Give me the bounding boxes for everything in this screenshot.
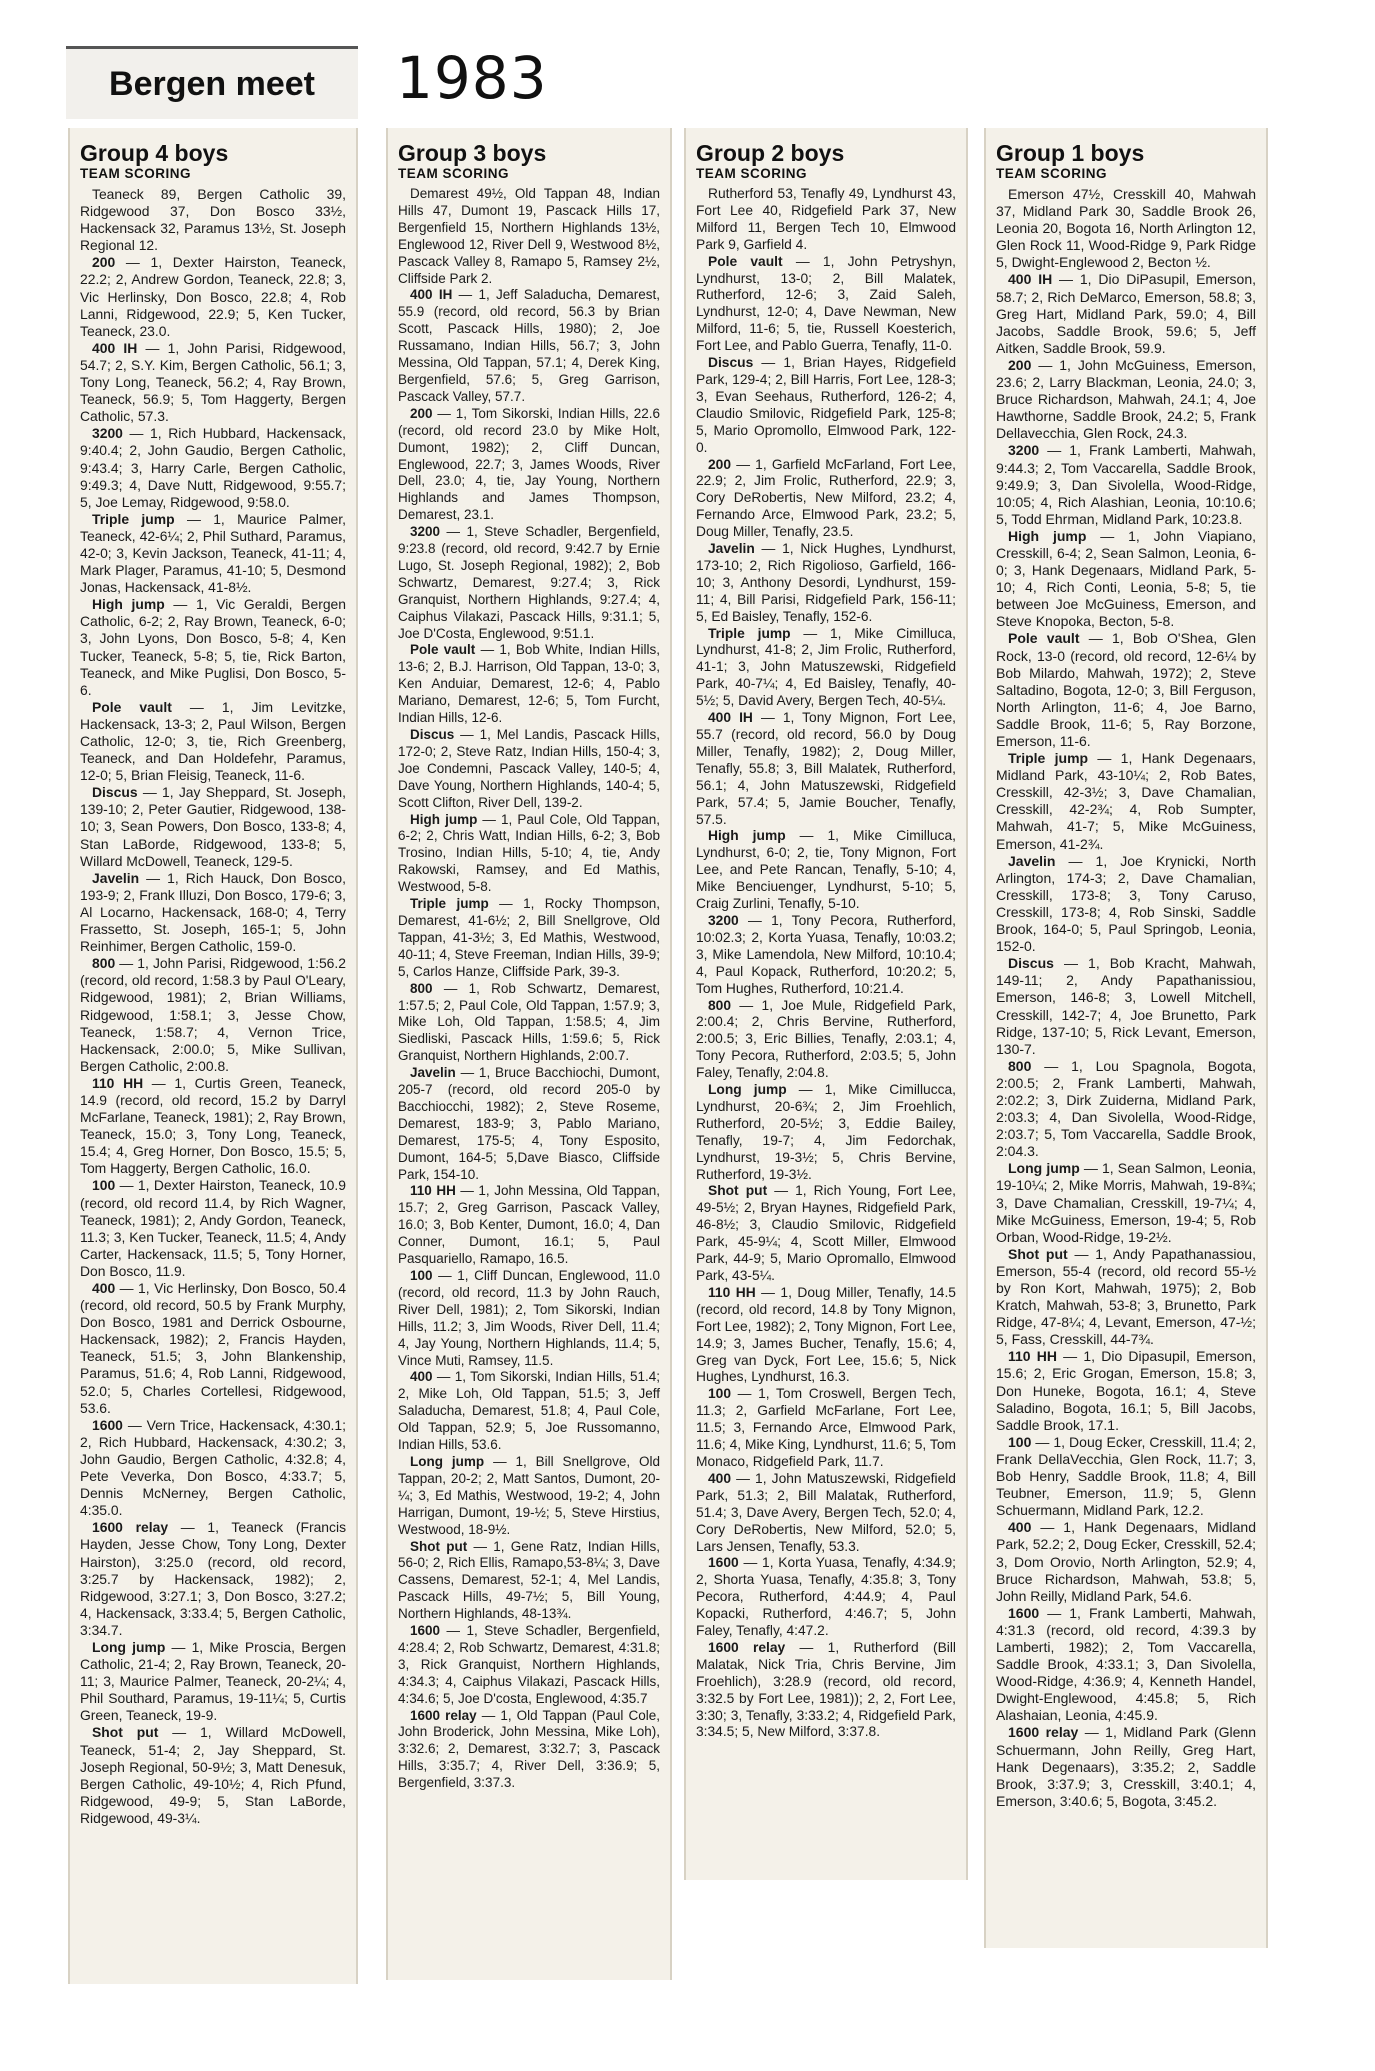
event-name: 800 (410, 980, 433, 996)
event-results: — 1, Bob O'Shea, Glen Rock, 13-0 (record, old record, 12-6¼ by Bob Milardo, Mahwah, 1972); 2, Steve Saltadino, Bogota, 12-0; 3, Bill Ferguson, North Arlington, 11-6; 4, Joe Barno, Saddle Brook, 11-6; 5, Ray Borzone, Emerson, 11-6. (996, 630, 1256, 749)
event-results: — 1, Midland Park (Glenn Schuermann, John Reilly, Greg Hart, Hank Degenaars), 3:35.2; 2, Saddle Brook, 3:37.9; 3, Cresskill, 3:40.1; 4, Emerson, 3:40.6; 5, Bogota, 3:45.2. (996, 1724, 1256, 1809)
event-name: Triple jump (1008, 750, 1089, 767)
event-results: — 1, Dio Dipasupil, Emerson, 15.6; 2, Eric Grogan, Emerson, 15.8; 3, Don Huneke, Bogota, 16.1; 4, Steve Saladino, Bogota, 16.1; 5, Bill Jacobs, Saddle Brook, 17.1. (996, 1348, 1256, 1433)
result-paragraph (398, 287, 660, 405)
column-group-4 (68, 128, 358, 1984)
event-results: — 1, Nick Hughes, Lyndhurst, 173-10; 2, Rich Rigolioso, Garfield, 166-10; 3, Anthony Desordi, Lyndhurst, 159-11; 4, Bill Parisi, Ridgefield Park, 156-11; 5, Ed Baisley, Tenafly, 152-6. (696, 541, 956, 624)
event-results: — 1, Maurice Palmer, Teaneck, 42-6¼; 2, Phil Suthard, Paramus, 42-0; 3, Kevin Jackson, Teaneck, 41-11; 4, Mark Plager, Paramus, 41-10; 5, Desmond Jonas, Hackensack, 41-8½. (80, 510, 346, 596)
event-name: 110 HH (410, 1183, 456, 1199)
result-paragraph (80, 955, 346, 1075)
result-paragraph (696, 710, 956, 828)
event-results: — Vern Trice, Hackensack, 4:30.1; 2, Rich Hubbard, Hackensack, 4:30.2; 3, John Gaudio, Bergen Catholic, 4:32.8; 4, Pete Veverka, Don Bosco, 4:33.7; 5, Dennis McNerney, Bergen Catholic, 4:35.0. (80, 1416, 346, 1519)
event-results: Demarest 49½, Old Tappan 48, Indian Hills 47, Dumont 19, Pascack Hills 17, Bergenfield 15, Northern Highlands 13½, Englewood 12, River Dell 9, Westwood 8½, Pascack Valley 8, Ramapo 5, Ramsey 2½, Cliffside Park 2. (398, 186, 660, 286)
event-results: — 1, Vic Herlinsky, Don Bosco, 50.4 (record, old record, 50.5 by Frank Murphy, Don Bosco, 1981 and Derrick Osbourne, Hackensack, 1982); 2, Francis Hayden, Teaneck, 51.5; 3, John Blankenship, Paramus, 51.6; 4, Rob Lanni, Ridgewood, 52.0; 5, Charles Cortellesi, Ridgewood, 53.6. (80, 1280, 346, 1416)
event-results: — 1, Doug Ecker, Cresskill, 11.4; 2, Frank DellaVecchia, Glen Rock, 11.7; 3, Bob Henry, Saddle Brook, 11.8; 4, Bill Teubner, Emerson, 11.9; 5, Glenn Schuermann, Midland Park, 12.2. (996, 1433, 1256, 1519)
event-name: 3200 (410, 524, 441, 540)
event-results: — 1, Doug Miller, Tenafly, 14.5 (record, old record, 14.8 by Tony Mignon, Fort Lee, 1982); 2, Tony Mignon, Fort Lee, 14.9; 3, James Bucher, Tenafly, 15.6; 4, Greg van Dyck, Fort Lee, 15.6; 5, Nick Hughes, Lyndhurst, 16.3. (696, 1284, 956, 1385)
event-name: Javelin (92, 869, 140, 886)
event-results: — 1, Andy Papathanassiou, Emerson, 55-4 (record, old record 55-½ by Ron Kort, Mahwah, 1975); 2, Bob Kratch, Mahwah, 53-8; 3, Brunetto, Park Ridge, 47-8¼; 4, Levant, Emerson, 47-½; 5, Fass, Cresskill, 44-7¾. (996, 1245, 1256, 1348)
result-paragraph (996, 1348, 1256, 1433)
result-paragraph (398, 1708, 660, 1793)
result-paragraph (696, 828, 956, 913)
result-paragraph (80, 870, 346, 955)
event-results: — 1, Joe Mule, Ridgefield Park, 2:00.4; 2, Chris Bervine, Rutherford, 2:00.5; 3, Eric Billies, Tenafly, 2:03.1; 4, Tony Pecora, Rutherford, 2:03.5; 5, John Faley, Tenafly, 2:04.8. (696, 997, 956, 1081)
event-name: 110 HH (708, 1284, 756, 1300)
event-results: — 1, Curtis Green, Teaneck, 14.9 (record, old record, 15.2 by Darryl McFarlane, Teaneck, 1981); 2, Ray Brown, Teaneck, 15.0; 3, Tony Long, Teaneck, 15.4; 4, Greg Horner, Don Bosco, 15.5; 5, Tom Haggerty, Bergen Catholic, 16.0. (80, 1074, 346, 1177)
event-name: 200 (708, 456, 732, 472)
event-name: Shot put (1008, 1245, 1068, 1262)
event-name: High jump (92, 596, 165, 613)
result-paragraph (696, 186, 956, 254)
event-name: Long jump (92, 1638, 166, 1655)
event-name: 200 (92, 254, 116, 271)
results-body (696, 186, 956, 1741)
result-paragraph (398, 406, 660, 524)
event-results: — 1, Rob Schwartz, Demarest, 1:57.5; 2, Paul Cole, Old Tappan, 1:57.9; 3, Mike Loh, Old Tappan, 1:58.5; 4, Jim Siedliski, Pascack Hills, 1:59.6; 5, Rick Granquist, Northern Highlands, 2:00.7. (398, 980, 660, 1064)
result-paragraph (696, 541, 956, 626)
event-name: Shot put (92, 1724, 159, 1741)
event-name: 400 (708, 1470, 732, 1486)
event-name: 1600 (708, 1555, 739, 1571)
column-subheading: TEAM SCORING (996, 166, 1108, 181)
event-name: 400 (1008, 1519, 1032, 1536)
event-results: — 1, Hank Degenaars, Midland Park, 52.2; 2, Doug Ecker, Cresskill, 52.4; 3, Dom Orovio, North Arlington, 52.9; 4, Bruce Richardson, Mahwah, 53.8; 5, John Reilly, Midland Park, 54.6. (996, 1519, 1256, 1604)
event-results: — 1, John Parisi, Ridgewood, 1:56.2 (record, old record, 1:58.3 by Paul O'Leary, Ridgewood, 1981); 2, Brian Williams, Ridgewood, 1:58.1; 3, Jesse Chow, Teaneck, 1:58.7; 4, Vernon Trice, Hackensack, 2:00.0; 5, Mike Sullivan, Bergen Catholic, 2:00.8. (80, 955, 346, 1074)
event-name: 400 IH (1008, 271, 1053, 288)
result-paragraph (996, 528, 1256, 631)
result-paragraph (696, 1386, 956, 1471)
event-name: Triple jump (410, 896, 489, 912)
event-name: 800 (1008, 1057, 1032, 1074)
result-paragraph (996, 1160, 1256, 1245)
event-results: — 1, John Messina, Old Tappan, 15.7; 2, Greg Garrison, Pascack Valley, 16.0; 3, Bob Kenter, Dumont, 16.0; 4, Dan Conner, Dumont, 16.1; 5, Paul Pasquariello, Ramapo, 16.5. (398, 1183, 660, 1267)
event-name: 800 (708, 997, 732, 1013)
event-name: 110 HH (92, 1074, 144, 1091)
result-paragraph (398, 1369, 660, 1454)
event-results: — 1, Hank Degenaars, Midland Park, 43-10¼; 2, Rob Bates, Cresskill, 42-3½; 3, Dave Chamalian, Cresskill, 42-2¾; 4, Rob Sumpter, Mahwah, 41-7; 5, Mike McGuiness, Emerson, 41-2¾. (996, 750, 1257, 852)
result-paragraph (398, 1065, 660, 1183)
column-subheading: TEAM SCORING (696, 166, 808, 181)
result-paragraph (398, 1268, 660, 1369)
result-paragraph (996, 442, 1256, 527)
result-paragraph (80, 425, 346, 510)
result-paragraph (398, 727, 660, 812)
result-paragraph (80, 254, 346, 339)
event-results: — 1, Tom Sikorski, Indian Hills, 22.6 (record, old record 23.0 by Mike Holt, Dumont, 1982); 2, Cliff Duncan, Englewood, 22.7; 3, James Woods, River Dell, 23.0; 4, tie, Jay Young, Northern Highlands and James Thompson, Demarest, 23.1. (398, 405, 660, 523)
event-name: High jump (708, 828, 786, 844)
event-results: — 1, Tony Pecora, Rutherford, 10:02.3; 2, Korta Yuasa, Tenafly, 10:03.2; 3, Mike Lamendola, New Milford, 10:10.4; 4, Paul Kopack, Rutherford, 10:20.2; 5, Tom Hughes, Rutherford, 10:21.4. (696, 912, 956, 996)
event-results: — 1, Paul Cole, Old Tappan, 6-2; 2, Chris Watt, Indian Hills, 6-2; 3, Bob Trosino, Indian Hills, 5-10; 4, tie, Andy Rakowski, Ramsey, and Ed Mathis, Westwood, 5-8. (398, 811, 660, 895)
event-name: 1600 (92, 1416, 123, 1433)
event-results: — 1, Bill Snellgrove, Old Tappan, 20-2; 2, Matt Santos, Dumont, 20-¼; 3, Ed Mathis, Westwood, 19-2; 4, John Harrigan, Dumont, 19-½; 5, Steve Hirstius, Westwood, 18-9½. (398, 1453, 661, 1537)
result-paragraph (696, 1183, 956, 1284)
result-paragraph (80, 1177, 346, 1280)
event-name: Discus (708, 355, 754, 371)
event-name: Shot put (410, 1538, 468, 1554)
column-heading: Group 1 boys (996, 140, 1145, 166)
event-name: High jump (1008, 527, 1087, 544)
result-paragraph (996, 1519, 1256, 1604)
result-paragraph (996, 1058, 1256, 1161)
result-paragraph (996, 853, 1256, 956)
result-paragraph (80, 1417, 346, 1520)
result-paragraph (80, 1280, 346, 1417)
result-paragraph (80, 511, 346, 596)
result-paragraph (80, 596, 346, 699)
result-paragraph (996, 186, 1256, 271)
event-name: 100 (708, 1386, 732, 1402)
result-paragraph (398, 186, 660, 287)
event-name: Javelin (1008, 852, 1056, 869)
event-results: — 1, John McGuiness, Emerson, 23.6; 2, Larry Blackman, Leonia, 24.0; 3, Bruce Richardson, Mahwah, 24.1; 4, Joe Hawthorne, Saddle Brook, 24.2; 5, Frank Dellavecchia, Glen Rock, 24.3. (996, 356, 1256, 442)
column-heading: Group 3 boys (398, 140, 547, 166)
event-results: — 1, Tom Croswell, Bergen Tech, 11.3; 2, Garfield McFarlane, Fort Lee, 11.5; 3, Fernando Arce, Elmwood Park, 11.6; 4, Mike King, Lyndhurst, 11.6; 5, Tom Monaco, Ridgefield Park, 11.7. (696, 1386, 956, 1469)
event-results: — 1, Vic Geraldi, Bergen Catholic, 6-2; 2, Ray Brown, Teaneck, 6-0; 3, John Lyons, Don Bosco, 5-8; 4, Ken Tucker, Teaneck, 5-8; 5, tie, Rick Barton, Teaneck, and Mike Puglisi, Don Bosco, 5-6. (80, 596, 347, 698)
result-paragraph (80, 1075, 346, 1178)
event-results: — 1, Joe Krynicki, North Arlington, 174-3; 2, Dave Chamalian, Cresskill, 173-8; 3, Tony Caruso, Cresskill, 173-8; 4, Rob Sinski, Saddle Brook, 164-0; 5, Paul Springob, Leonia, 152-0. (996, 852, 1256, 955)
results-body (398, 186, 660, 1792)
event-results: — 1, Jim Levitzke, Hackensack, 13-3; 2, Paul Wilson, Bergen Catholic, 12-0; 3, tie, Rich Greenberg, Teaneck, and Dan Holdefehr, Paramus, 12-0; 5, Brian Fleisig, Teaneck, 11-6. (80, 698, 346, 784)
event-name: Pole vault (1008, 630, 1080, 647)
column-subheading: TEAM SCORING (398, 166, 510, 181)
event-name: 100 (1008, 1433, 1032, 1450)
event-results: — 1, Jay Sheppard, St. Joseph, 139-10; 2, Peter Gautier, Ridgewood, 138-10; 3, Sean Powers, Don Bosco, 133-8; 4, Stan LaBorde, Ridgewood, 133-8; 5, Willard McDowell, Teaneck, 129-5. (80, 784, 346, 869)
event-name: 200 (410, 405, 433, 421)
event-name: 110 HH (1008, 1348, 1057, 1365)
event-results: — 1, Steve Schadler, Bergenfield, 4:28.4; 2, Rob Schwartz, Demarest, 4:31.8; 3, Rick Granquist, Northern Highlands, 4:34.3; 4, Caiphus Vilakazi, Pascack Hills, 4:34.6; 5, Joe D'costa, Englewood, 4:35.7 (398, 1623, 660, 1706)
event-results: Rutherford 53, Tenafly 49, Lyndhurst 43, Fort Lee 40, Ridgefield Park 37, New Milford 11, Bergen Tech 10, Elmwood Park 9, Garfield 4. (696, 186, 956, 252)
event-results: — 1, Frank Lamberti, Mahwah, 9:44.3; 2, Tom Vaccarella, Saddle Brook, 9:49.9; 3, Dan Sivolella, Wood-Ridge, 10:05; 4, Rich Alashian, Leonia, 10:10.6; 5, Todd Ehrman, Midland Park, 10:23.8. (996, 442, 1256, 527)
result-paragraph (80, 1519, 346, 1639)
column-group-3 (386, 128, 672, 1980)
event-name: Pole vault (708, 253, 783, 269)
event-results: — 1, John Matuszewski, Ridgefield Park, 51.3; 2, Bill Malatak, Rutherford, 51.4; 3, Dave Avery, Bergen Tech, 52.0; 4, Cory DeRobertis, New Milford, 52.0; 5, Lars Jensen, Tenafly, 53.3. (696, 1470, 956, 1554)
result-paragraph (80, 784, 346, 869)
event-name: Discus (410, 727, 455, 742)
event-results: — 1, Willard McDowell, Teaneck, 51-4; 2, Jay Sheppard, St. Joseph Regional, 50-9½; 3, Matt Denesuk, Bergen Catholic, 49-10½; 4, Rich Pfund, Ridgewood, 49-9; 5, Stan LaBorde, Ridgewood, 49-3¼. (80, 1724, 346, 1826)
event-results: Emerson 47½, Cresskill 40, Mahwah 37, Midland Park 30, Saddle Brook 26, Leonia 20, Bogota 16, North Arlington 12, Glen Rock 11, Wood-Ridge 9, Park Ridge 5, Dwight-Englewood 2, Becton ½. (996, 186, 1256, 271)
event-name: Javelin (708, 541, 755, 557)
event-results: — 1, Rich Young, Fort Lee, 49-5½; 2, Bryan Haynes, Ridgefield Park, 46-8½; 3, Claudio Smilovic, Ridgefield Park, 45-9¼; 4, Scott Miller, Elmwood Park, 44-9; 5, Mario Opromallo, Elmwood Park, 43-5¼. (696, 1183, 957, 1283)
year-label: 1983 (396, 44, 548, 112)
event-results: — 1, Teaneck (Francis Hayden, Jesse Chow, Tony Long, Dexter Hairston), 3:25.0 (record, old record, 3:25.7 by Hackensack, 1982); 2, Ridgewood, 3:27.1; 3, Don Bosco, 3:27.2; 4, Hackensack, 3:33.4; 5, Bergen Catholic, 3:34.7. (80, 1519, 347, 1638)
result-paragraph (996, 1724, 1256, 1809)
result-paragraph (696, 1471, 956, 1556)
event-name: 400 IH (410, 287, 453, 303)
event-name: 400 (92, 1280, 116, 1296)
event-results: — 1, Rutherford (Bill Malatak, Nick Tria, Chris Bervine, Jim Froehlich), 3:28.9 (record, old record, 3:32.5 by Fort Lee, 1981)); 2, 2, Fort Lee, 3:30; 3, Tenafly, 3:33.2; 4, Ridgefield Park, 3:34.5; 5, New Milford, 3:37.8. (696, 1639, 956, 1740)
column-group-2 (684, 128, 968, 1880)
event-results: Teaneck 89, Bergen Catholic 39, Ridgewood 37, Don Bosco 33½, Hackensack 32, Paramus 13½, St. Joseph Regional 12. (80, 186, 346, 254)
event-name: 1600 (1008, 1604, 1040, 1621)
event-results: — 1, Korta Yuasa, Tenafly, 4:34.9; 2, Shorta Yuasa, Tenafly, 4:35.8; 3, Tony Pecora, Rutherford, 4:44.9; 4, Paul Kopacki, Rutherford, 4:46.7; 5, John Faley, Tenafly, 4:47.2. (696, 1555, 956, 1639)
result-paragraph (398, 1454, 660, 1539)
event-name: 3200 (708, 912, 739, 928)
clipping-title-box (66, 46, 358, 119)
event-name: 1600 (410, 1623, 441, 1639)
event-name: High jump (410, 811, 478, 827)
result-paragraph (398, 981, 660, 1066)
result-paragraph (80, 1639, 346, 1724)
event-results: — 1, Mike Proscia, Bergen Catholic, 21-4; 2, Ray Brown, Teaneck, 20-11; 3, Maurice Palmer, Teaneck, 20-2¼; 4, Phil Southard, Paramus, 19-11¼; 5, Curtis Green, Teaneck, 19-9. (80, 1638, 346, 1724)
result-paragraph (398, 896, 660, 981)
result-paragraph (696, 913, 956, 998)
event-name: 3200 (92, 425, 123, 442)
event-results: — 1, Bob White, Indian Hills, 13-6; 2, B.J. Harrison, Old Tappan, 13-0; 3, Ken Anduiar, Demarest, 12-6; 4, Pablo Mariano, Demarest, 12-6; 5, Tom Furcht, Indian Hills, 12-6. (398, 642, 660, 726)
event-results: — 1, Rocky Thompson, Demarest, 41-6½; 2, Bill Snellgrove, Old Tappan, 41-3½; 3, Ed Mathis, Westwood, 40-11; 4, Steve Freeman, Indian Hills, 39-9; 5, Carlos Hanze, Cliffside Park, 39-3. (398, 896, 660, 979)
event-results: — 1, Mike Cimilluca, Lyndhurst, 6-0; 2, tie, Tony Mignon, Fort Lee, and Pete Rancan, Tenafly, 5-10; 4, Mike Benciuenger, Lyndhurst, 5-10; 5, Craig Zurlini, Tenafly, 5-10. (696, 828, 956, 912)
event-results: — 1, Garfield McFarland, Fort Lee, 22.9; 2, Jim Frolic, Rutherford, 22.9; 3, Cory DeRobertis, New Milford, 23.2; 4, Fernando Arce, Elmwood Park, 23.2; 5, Doug Miller, Tenafly, 23.5. (696, 456, 956, 540)
event-results: — 1, John Petryshyn, Lyndhurst, 13-0; 2, Bill Malatek, Rutherford, 12-6; 3, Zaid Saleh, Lyndhurst, 12-0; 4, Dave Newman, New Milford, 11-6; 5, tie, Russell Koesterich, Fort Lee, and Pablo Guerra, Tenafly, 11-0. (696, 253, 957, 354)
event-results: — 1, Bruce Bacchiochi, Dumont, 205-7 (record, old record 205-0 by Bacchiocchi, 1982); 2, Steve Roseme, Demarest, 183-9; 3, Pablo Mariano, Demarest, 175-5; 4, Tony Esposito, Dumont, 164-5; 5,Dave Biasco, Cliffside Park, 154-10. (398, 1065, 660, 1182)
event-results: — 1, Tom Sikorski, Indian Hills, 51.4; 2, Mike Loh, Old Tappan, 51.5; 3, Jeff Saladucha, Demarest, 51.8; 4, Paul Cole, Old Tappan, 52.9; 5, Joe Russomanno, Indian Hills, 53.6. (398, 1369, 660, 1453)
event-results: — 1, Jeff Saladucha, Demarest, 55.9 (record, old record, 56.3 by Brian Scott, Pascack Hills, 1980); 2, Joe Russamano, Indian Hills, 56.7; 3, John Messina, Old Tappan, 57.1; 4, Derek King, Bergenfield, 57.6; 5, Greg Garrison, Pascack Valley, 57.7. (398, 287, 660, 404)
result-paragraph (696, 254, 956, 355)
result-paragraph (398, 524, 660, 642)
result-paragraph (696, 1555, 956, 1640)
event-name: Javelin (410, 1065, 456, 1081)
event-results: — 1, Tony Mignon, Fort Lee, 55.7 (record, old record, 56.0 by Doug Miller, Tenafly, 1982); 2, Doug Miller, Tenafly, 55.8; 3, Bill Malatek, Rutherford, 56.1; 4, John Matuszewski, Ridgefield Park, 57.4; 5, Jamie Boucher, Tenafly, 57.5. (696, 710, 956, 827)
result-paragraph (398, 1623, 660, 1708)
result-paragraph (398, 1183, 660, 1268)
result-paragraph (996, 630, 1256, 750)
event-name: Long jump (708, 1082, 787, 1098)
event-results: — 1, Frank Lamberti, Mahwah, 4:31.3 (record, old record, 4:39.3 by Lamberti, 1982); 2, Tom Vaccarella, Saddle Brook, 4:33.1; 3, Dan Sivolella, Wood-Ridge, 4:36.9; 4, Kenneth Handel, Dwight-Englewood, 4:45.8; 5, Rich Alashaian, Leonia, 4:45.9. (996, 1604, 1256, 1724)
result-paragraph (996, 955, 1256, 1058)
event-results: — 1, Old Tappan (Paul Cole, John Broderick, John Messina, Mike Loh), 3:32.6; 2, Demarest, 3:32.7; 3, Pascack Hills, 3:35.7; 4, River Dell, 3:36.9; 5, Bergenfield, 3:37.3. (398, 1707, 661, 1791)
event-results: — 1, Sean Salmon, Leonia, 19-10¼; 2, Mike Morris, Mahwah, 19-8¾; 3, Dave Chamalian, Cresskill, 19-7¼; 4, Mike McGuiness, Emerson, 19-4; 5, Rob Orban, Wood-Ridge, 19-2½. (996, 1160, 1256, 1245)
result-paragraph (996, 1246, 1256, 1349)
column-heading: Group 4 boys (80, 140, 229, 166)
result-paragraph (996, 1605, 1256, 1725)
result-paragraph (696, 998, 956, 1083)
event-results: — 1, Lou Spagnola, Bogota, 2:00.5; 2, Frank Lamberti, Mahwah, 2:02.2; 3, Dirk Zuiderna, Midland Park, 2:03.3; 4, Dan Sivolella, Wood-Ridge, 2:03.7; 5, Tom Vaccarella, Saddle Brook, 2:04.3. (996, 1057, 1256, 1160)
result-paragraph (996, 271, 1256, 356)
results-body (80, 186, 346, 1827)
event-name: 800 (92, 955, 116, 972)
event-name: Triple jump (92, 510, 175, 527)
event-name: 1600 relay (1008, 1724, 1079, 1741)
result-paragraph (696, 1640, 956, 1741)
event-results: — 1, Dexter Hairston, Teaneck, 10.9 (record, old record 11.4, by Rich Wagner, Teaneck, 1981); 2, Andy Gordon, Teaneck, 11.3; 3, Ken Tucker, Teaneck, 11.5; 4, Andy Carter, Hackensack, 11.5; 5, Tony Horner, Don Bosco, 11.9. (80, 1177, 346, 1279)
event-name: Long jump (410, 1453, 485, 1469)
result-paragraph (696, 1285, 956, 1386)
event-name: Discus (1008, 955, 1054, 972)
event-name: 400 IH (92, 339, 138, 356)
event-name: 1600 relay (708, 1639, 786, 1655)
event-name: Discus (92, 784, 138, 801)
event-name: 100 (410, 1268, 433, 1283)
event-results: — 1, Dio DiPasupil, Emerson, 58.7; 2, Rich DeMarco, Emerson, 58.8; 3, Greg Hart, Midland Park, 59.0; 4, Bill Jacobs, Saddle Brook, 59.6; 5, Jeff Aitken, Saddle Brook, 59.9. (996, 271, 1256, 356)
result-paragraph (398, 1539, 660, 1624)
result-paragraph (80, 699, 346, 784)
event-results: — 1, Rich Hubbard, Hackensack, 9:40.4; 2, John Gaudio, Bergen Catholic, 9:43.4; 3, Harry Carle, Bergen Catholic, 9:49.3; 4, Dave Nutt, Ridgewood, 9:55.7; 5, Joe Lemay, Ridgewood, 9:58.0. (80, 425, 346, 510)
event-results: — 1, Cliff Duncan, Englewood, 11.0 (record, old record, 11.3 by John Rauch, River Dell, 1981); 2, Tom Sikorski, Indian Hills, 11.2; 3, Jim Woods, River Dell, 11.4; 4, Jay Young, Northern Highlands, 11.4; 5, Vince Muti, Ramsey, 11.5. (398, 1268, 660, 1368)
result-paragraph (80, 1724, 346, 1827)
event-name: 100 (92, 1177, 116, 1194)
result-paragraph (996, 750, 1256, 853)
result-paragraph (80, 340, 346, 425)
event-name: Pole vault (410, 642, 476, 658)
result-paragraph (696, 1082, 956, 1183)
clipping-title: Bergen meet (109, 64, 315, 103)
event-results: — 1, Mike Cimillucca, Lyndhurst, 20-6¾; 2, Jim Froehlich, Rutherford, 20-5½; 3, Eddie Bailey, Tenafly, 19-7; 4, Jim Fedorchak, Lyndhurst, 19-3½; 5, Chris Bervine, Rutherford, 19-3½. (696, 1082, 956, 1182)
event-name: 3200 (1008, 442, 1040, 459)
event-name: 200 (1008, 356, 1032, 373)
result-paragraph (696, 457, 956, 542)
result-paragraph (996, 357, 1256, 442)
event-results: — 1, Dexter Hairston, Teaneck, 22.2; 2, Andrew Gordon, Teaneck, 22.8; 3, Vic Herlinsky, Don Bosco, 22.8; 4, Rob Lanni, Ridgewood, 22.9; 5, Ken Tucker, Teaneck, 23.0. (80, 254, 346, 339)
event-results: — 1, Steve Schadler, Bergenfield, 9:23.8 (record, old record, 9:42.7 by Ernie Lugo, St. Joseph Regional, 1982); 2, Bob Schwartz, Demarest, 9:27.4; 3, Rick Granquist, Northern Highlands, 9:27.4; 4, Caiphus Vilakazi, Pascack Hills, 9:31.1; 5, Joe D'Costa, Englewood, 9:51.1. (398, 524, 660, 641)
event-name: Triple jump (708, 625, 791, 641)
column-subheading: TEAM SCORING (80, 166, 192, 181)
event-name: 1600 relay (92, 1519, 169, 1536)
event-results: — 1, John Viapiano, Cresskill, 6-4; 2, Sean Salmon, Leonia, 6-0; 3, Hank Degenaars, Midland Park, 5-10; 4, Rich Conti, Leonia, 5-8; 5, tie between Joe McGuiness, Emerson, and Steve Knopoka, Becton, 5-8. (996, 527, 1256, 630)
event-results: — 1, Mel Landis, Pascack Hills, 172-0; 2, Steve Ratz, Indian Hills, 150-4; 3, Joe Condemni, Pascack Valley, 140-5; 4, Dave Young, Northern Highlands, 140-4; 5, Scott Clifton, River Dell, 139-2. (398, 727, 660, 810)
event-results: — 1, John Parisi, Ridgewood, 54.7; 2, S.Y. Kim, Bergen Catholic, 56.1; 3, Tony Long, Teaneck, 56.2; 4, Ray Brown, Teaneck, 56.9; 5, Tom Haggerty, Bergen Catholic, 57.3. (80, 339, 346, 425)
result-paragraph (398, 812, 660, 897)
event-results: — 1, Gene Ratz, Indian Hills, 56-0; 2, Rich Ellis, Ramapo,53-8¼; 3, Dave Cassens, Demarest, 52-1; 4, Mel Landis, Pascack Hills, 49-7½; 5, Bill Young, Northern Highlands, 48-13¾. (398, 1538, 661, 1622)
result-paragraph (398, 642, 660, 727)
results-body (996, 186, 1256, 1810)
event-results: — 1, Mike Cimilluca, Lyndhurst, 41-8; 2, Jim Frolic, Rutherford, 41-1; 3, John Matuszewski, Ridgefield Park, 40-7¼; 4, Ed Baisley, Tenafly, 40-5½; 5, David Avery, Bergen Tech, 40-5¼. (696, 625, 956, 709)
event-name: Shot put (708, 1183, 768, 1199)
event-name: Pole vault (92, 698, 172, 715)
event-name: 400 (410, 1369, 433, 1385)
result-paragraph (696, 355, 956, 456)
event-name: 400 IH (708, 710, 753, 726)
result-paragraph (80, 186, 346, 254)
column-group-1 (984, 128, 1268, 1948)
event-results: — 1, Bob Kracht, Mahwah, 149-11; 2, Andy Papathanissiou, Emerson, 146-8; 3, Lowell Mitchell, Cresskill, 142-7; 4, Joe Brunetto, Park Ridge, 137-10; 5, Rick Levant, Emerson, 130-7. (996, 955, 1256, 1057)
event-results: — 1, Brian Hayes, Ridgefield Park, 129-4; 2, Bill Harris, Fort Lee, 128-3; 3, Evan Seehaus, Rutherford, 126-2; 4, Claudio Smilovic, Ridgefield Park, 125-8; 5, Mario Opromollo, Elmwood Park, 122-0. (696, 355, 956, 455)
event-name: 1600 relay (410, 1707, 477, 1723)
event-results: — 1, Rich Hauck, Don Bosco, 193-9; 2, Frank Illuzi, Don Bosco, 179-6; 3, Al Locarno, Hackensack, 168-0; 4, Terry Frassetto, St. Joseph, 165-1; 5, John Reinhimer, Bergen Catholic, 159-0. (80, 869, 346, 955)
event-name: Long jump (1008, 1160, 1080, 1177)
result-paragraph (696, 626, 956, 711)
result-paragraph (996, 1434, 1256, 1519)
column-heading: Group 2 boys (696, 140, 845, 166)
